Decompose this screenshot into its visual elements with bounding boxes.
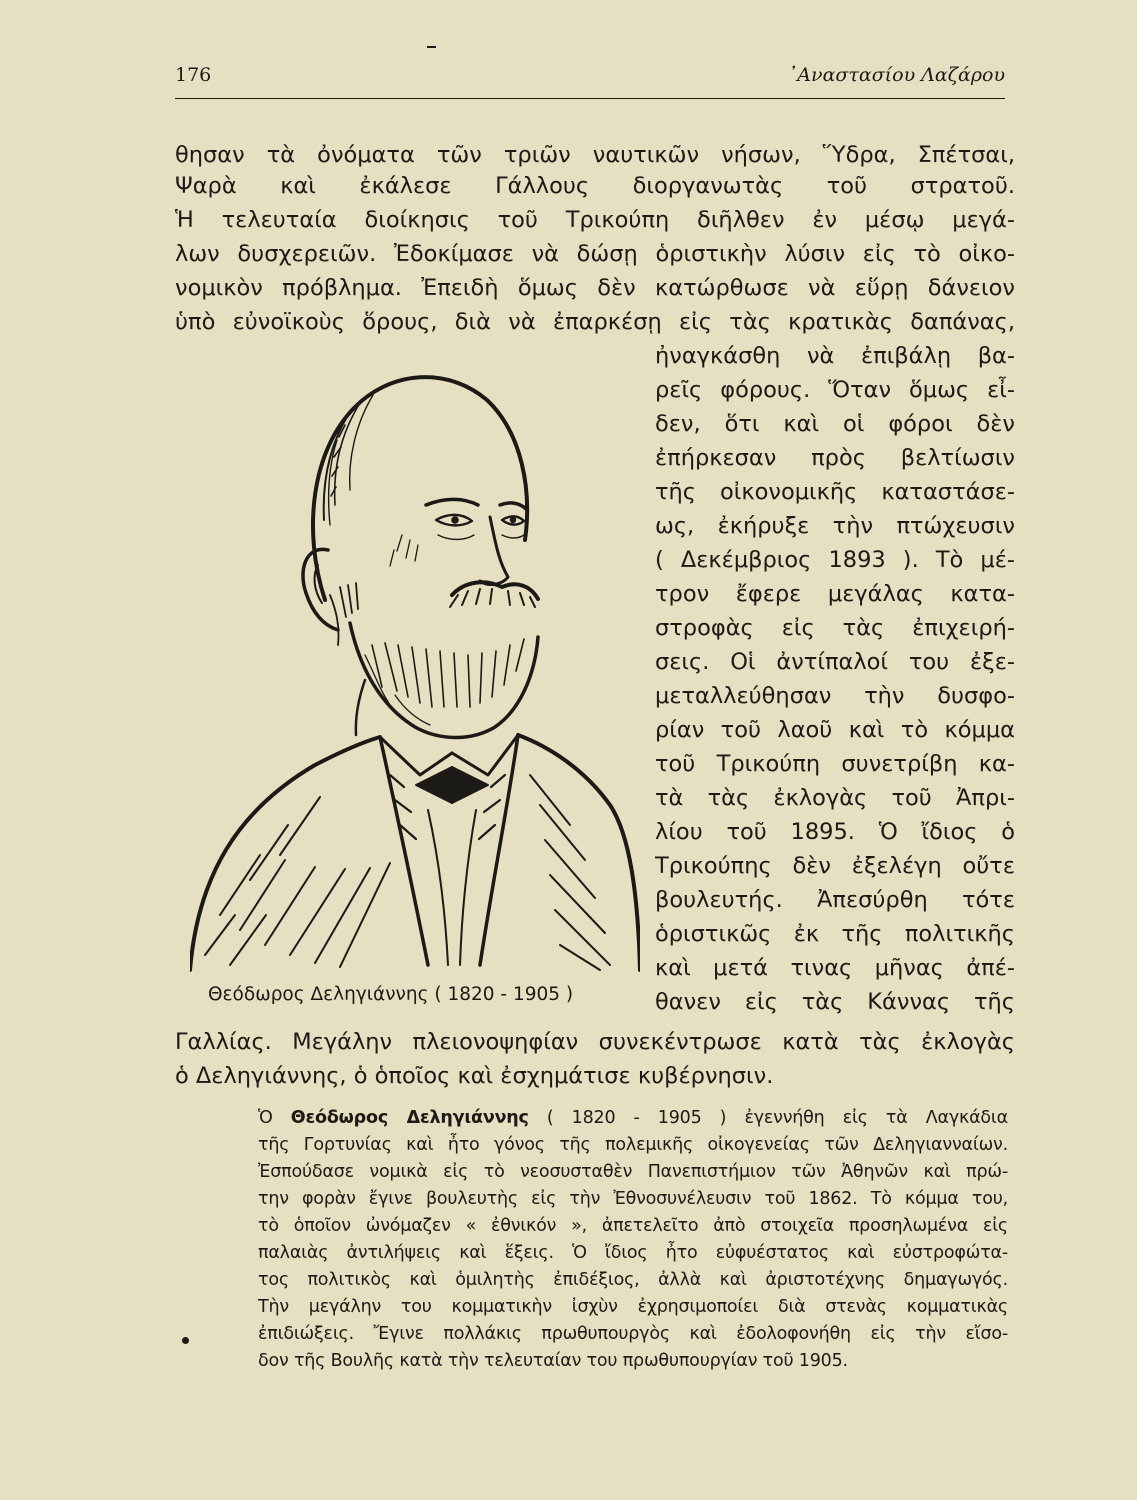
footnote-line: τῆς Γορτυνίας καὶ ἦτο γόνος τῆς πολεμικῆς οἰκογενείας τῶν Δεληγιανναίων. (258, 1135, 1008, 1155)
page-header (175, 60, 1005, 100)
body-line: Ψαρὰ καὶ ἐκάλεσε Γάλλους διοργανωτὰς τοῦ στρατοῦ. (175, 173, 1015, 199)
footnote-first-line-rest: ( 1820 - 1905 ) ἐγεννήθη εἰς τὰ Λαγκάδια (528, 1108, 1008, 1128)
right-column-line: βουλευτής. Ἀπεσύρθη τότε (655, 887, 1015, 913)
footnote-line: Ἐσπούδασε νομικὰ εἰς τὸ νεοσυσταθὲν Πανεπιστήμιον τῶν Ἀθηνῶν καὶ πρώ- (258, 1162, 1008, 1182)
footnote-line: δον τῆς Βουλῆς κατὰ τὴν τελευταίαν του πρωθυπουργίαν τοῦ 1905. (258, 1351, 848, 1371)
header-rule (175, 98, 1005, 99)
footnote-line: Τὴν μεγάλην του κομματικὴν ἰσχὺν ἐχρησιμοποίει διὰ στενὰς κομματικὰς (258, 1297, 1008, 1317)
right-column-line: λίου τοῦ 1895. Ὁ ἴδιος ὁ (655, 819, 1015, 845)
right-column-line: ρίαν τοῦ λαοῦ καὶ τὸ κόμμα (655, 717, 1015, 743)
page-number: 176 (175, 64, 212, 86)
right-column-line: τῆς οἰκονομικῆς καταστάσε- (655, 479, 1015, 505)
right-column-line: τρον ἔφερε μεγάλας κατα- (655, 581, 1015, 607)
right-column-line: ( Δεκέμβριος 1893 ). Τὸ μέ- (655, 547, 1015, 573)
portrait-drawing (190, 355, 640, 975)
right-column-line: δεν, ὅτι καὶ οἱ φόροι δὲν (655, 411, 1015, 437)
right-column-line: σεις. Οἱ ἀντίπαλοί του ἐξε- (655, 649, 1015, 675)
right-column-line: στροφὰς εἰς τὰς ἐπιχειρή- (655, 615, 1015, 641)
footnote-line: παλαιὰς ἀντιλήψεις καὶ ἕξεις. Ὁ ἴδιος ἦτο εὐφυέστατος καὶ εὐστροφώτα- (258, 1243, 1008, 1263)
right-column-line: ἠναγκάσθη νὰ ἐπιβάλῃ βα- (655, 343, 1015, 369)
right-column-line: θανεν εἰς τὰς Κάννας τῆς (655, 989, 1015, 1015)
footnote-line: τὸ ὁποῖον ὠνόμαζεν « ἐθνικόν », ἀπετελεῖτο ἀπὸ στοιχεῖα προσηλωμένα εἰς (258, 1216, 1008, 1236)
footnote-first-line (258, 1106, 1008, 1132)
right-column-line: ρεῖς φόρους. Ὅταν ὅμως εἶ- (655, 377, 1015, 403)
body-line: Γαλλίας. Μεγάλην πλειονοψηφίαν συνεκέντρωσε κατὰ τὰς ἐκλογὰς (175, 1029, 1015, 1055)
right-column-line: τὰ τὰς ἐκλογὰς τοῦ Ἀπρι- (655, 785, 1015, 811)
footnote-name: Θεόδωρος Δεληγιάννης (290, 1108, 529, 1128)
body-line: ὁ Δεληγιάννης, ὁ ὁποῖος καὶ ἐσχημάτισε κυβέρνησιν. (175, 1063, 774, 1089)
margin-dot (182, 1337, 189, 1344)
body-line: ὑπὸ εὐνοϊκοὺς ὅρους, διὰ νὰ ἐπαρκέσῃ εἰς τὰς κρατικὰς δαπάνας, (175, 309, 1015, 335)
footnote-lead: Ὁ (258, 1108, 291, 1128)
portrait-caption: Θεόδωρος Δεληγιάννης ( 1820 - 1905 ) (208, 984, 574, 1005)
right-column-line: ἐπήρκεσαν πρὸς βελτίωσιν (655, 445, 1015, 471)
right-column-line: ως, ἐκήρυξε τὴν πτώχευσιν (655, 513, 1015, 539)
body-line: λων δυσχερειῶν. Ἐδοκίμασε νὰ δώσῃ ὁριστικὴν λύσιν εἰς τὸ οἰκο- (175, 241, 1015, 267)
running-head: ᾿Αναστασίου Λαζάρου (787, 64, 1005, 86)
footnote-line: την φορὰν ἔγινε βουλευτὴς εἰς τὴν Ἐθνοσυνέλευσιν τοῦ 1862. Τὸ κόμμα του, (258, 1189, 1008, 1209)
footnote-line: τος πολιτικὸς καὶ ὁμιλητὴς ἐπιδέξιος, ἀλλὰ καὶ ἀριστοτέχνης δημαγωγός. (258, 1270, 1008, 1290)
right-column-line: μεταλλεύθησαν τὴν δυσφο- (655, 683, 1015, 709)
body-line: νομικὸν πρόβλημα. Ἐπειδὴ ὅμως δὲν κατώρθωσε νὰ εὕρῃ δάνειον (175, 275, 1015, 301)
portrait-engraving (190, 355, 640, 975)
body-line: θησαν τὰ ὀνόματα τῶν τριῶν ναυτικῶν νήσων, Ὕδρα, Σπέτσαι, (175, 142, 1015, 168)
header-dash-mark (427, 46, 436, 48)
right-column-line: τοῦ Τρικούπη συνετρίβη κα- (655, 751, 1015, 777)
right-column-line: καὶ μετά τινας μῆνας ἀπέ- (655, 955, 1015, 981)
right-column-line: ὁριστικῶς ἐκ τῆς πολιτικῆς (655, 921, 1015, 947)
body-line: Ἡ τελευταία διοίκησις τοῦ Τρικούπη διῆλθεν ἐν μέσῳ μεγά- (175, 207, 1015, 233)
footnote-line: ἐπιδιώξεις. Ἔγινε πολλάκις πρωθυπουργὸς καὶ ἐδολοφονήθη εἰς τὴν εἴσο- (258, 1324, 1008, 1344)
right-column-line: Τρικούπης δὲν ἐξελέγη οὔτε (655, 853, 1015, 879)
